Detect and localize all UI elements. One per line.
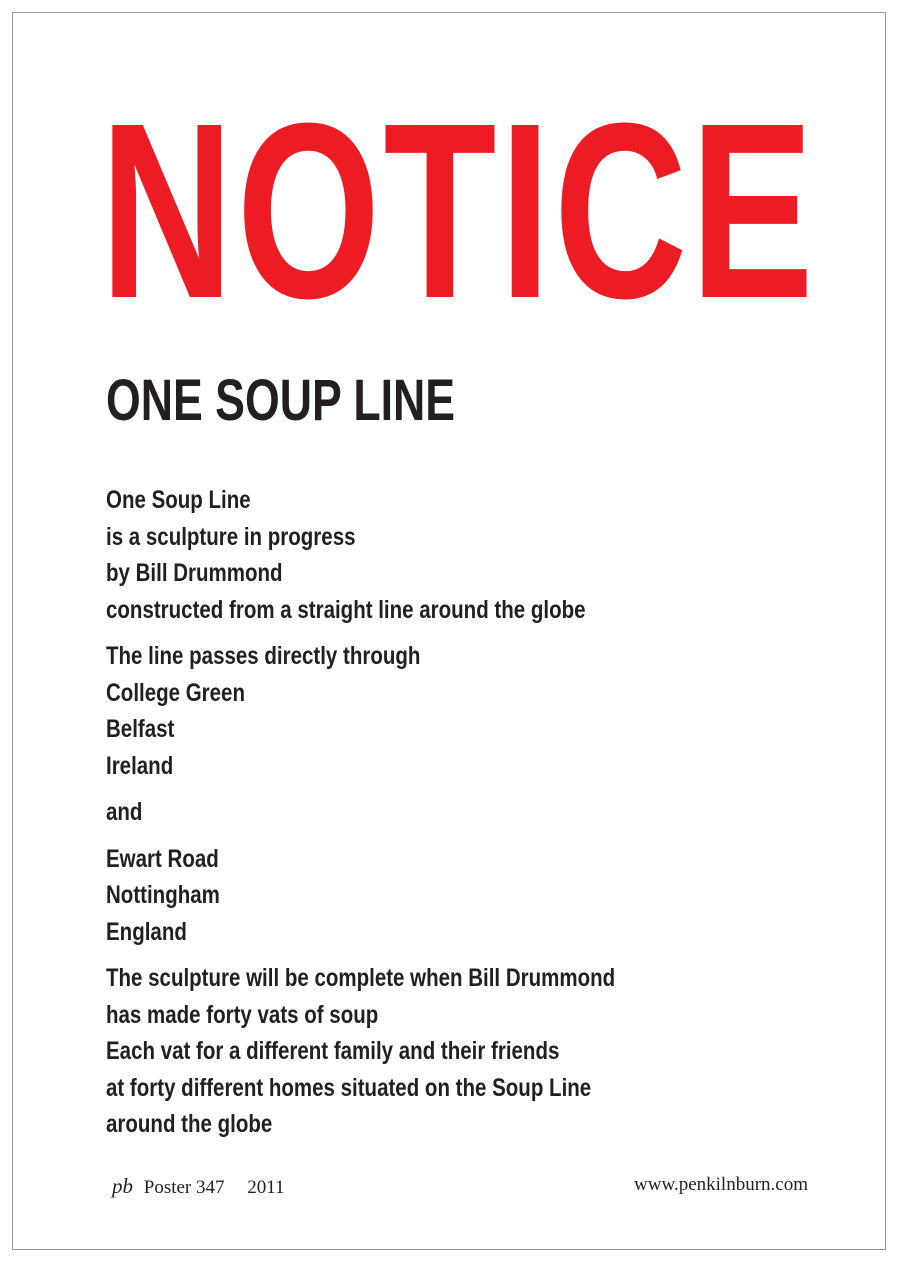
notice-heading: NOTICE [100, 71, 817, 350]
body-line: England [106, 917, 187, 946]
body-line: Each vat for a different family and their friends [106, 1037, 560, 1065]
body-line: has made forty vats of soup [106, 1000, 379, 1029]
stanza-belfast [106, 638, 844, 784]
body-line: Nottingham [106, 881, 220, 909]
body-line: is a sculpture in progress [106, 522, 356, 551]
body-line: around the globe [106, 1110, 273, 1138]
poster-number: Poster 347 [143, 1177, 225, 1198]
poster-year: 2011 [247, 1177, 285, 1198]
stanza-completion [106, 960, 844, 1143]
website-link[interactable]: www.penkilnburn.com [634, 1174, 808, 1195]
publisher-logo: pb [112, 1174, 133, 1198]
body-line: at forty different homes situated on the Soup Line [106, 1073, 592, 1102]
stanza-intro [106, 482, 844, 628]
footer-credits [112, 1174, 285, 1199]
body-line: constructed from a straight line around the globe [106, 595, 586, 624]
body-line: by Bill Drummond [106, 559, 283, 587]
body-line: College Green [106, 678, 245, 707]
body-line: The sculpture will be complete when Bill Drummond [106, 964, 616, 992]
poster-body [106, 482, 844, 1153]
body-line: Ireland [106, 751, 174, 780]
body-line: Belfast [106, 715, 175, 743]
body-line: Ewart Road [106, 844, 219, 873]
body-line: The line passes directly through [106, 642, 421, 670]
stanza-and [106, 794, 844, 831]
poster-subtitle: ONE SOUP LINE [106, 368, 456, 433]
body-line: One Soup Line [106, 486, 251, 514]
body-line: and [106, 798, 143, 826]
stanza-nottingham [106, 841, 844, 951]
